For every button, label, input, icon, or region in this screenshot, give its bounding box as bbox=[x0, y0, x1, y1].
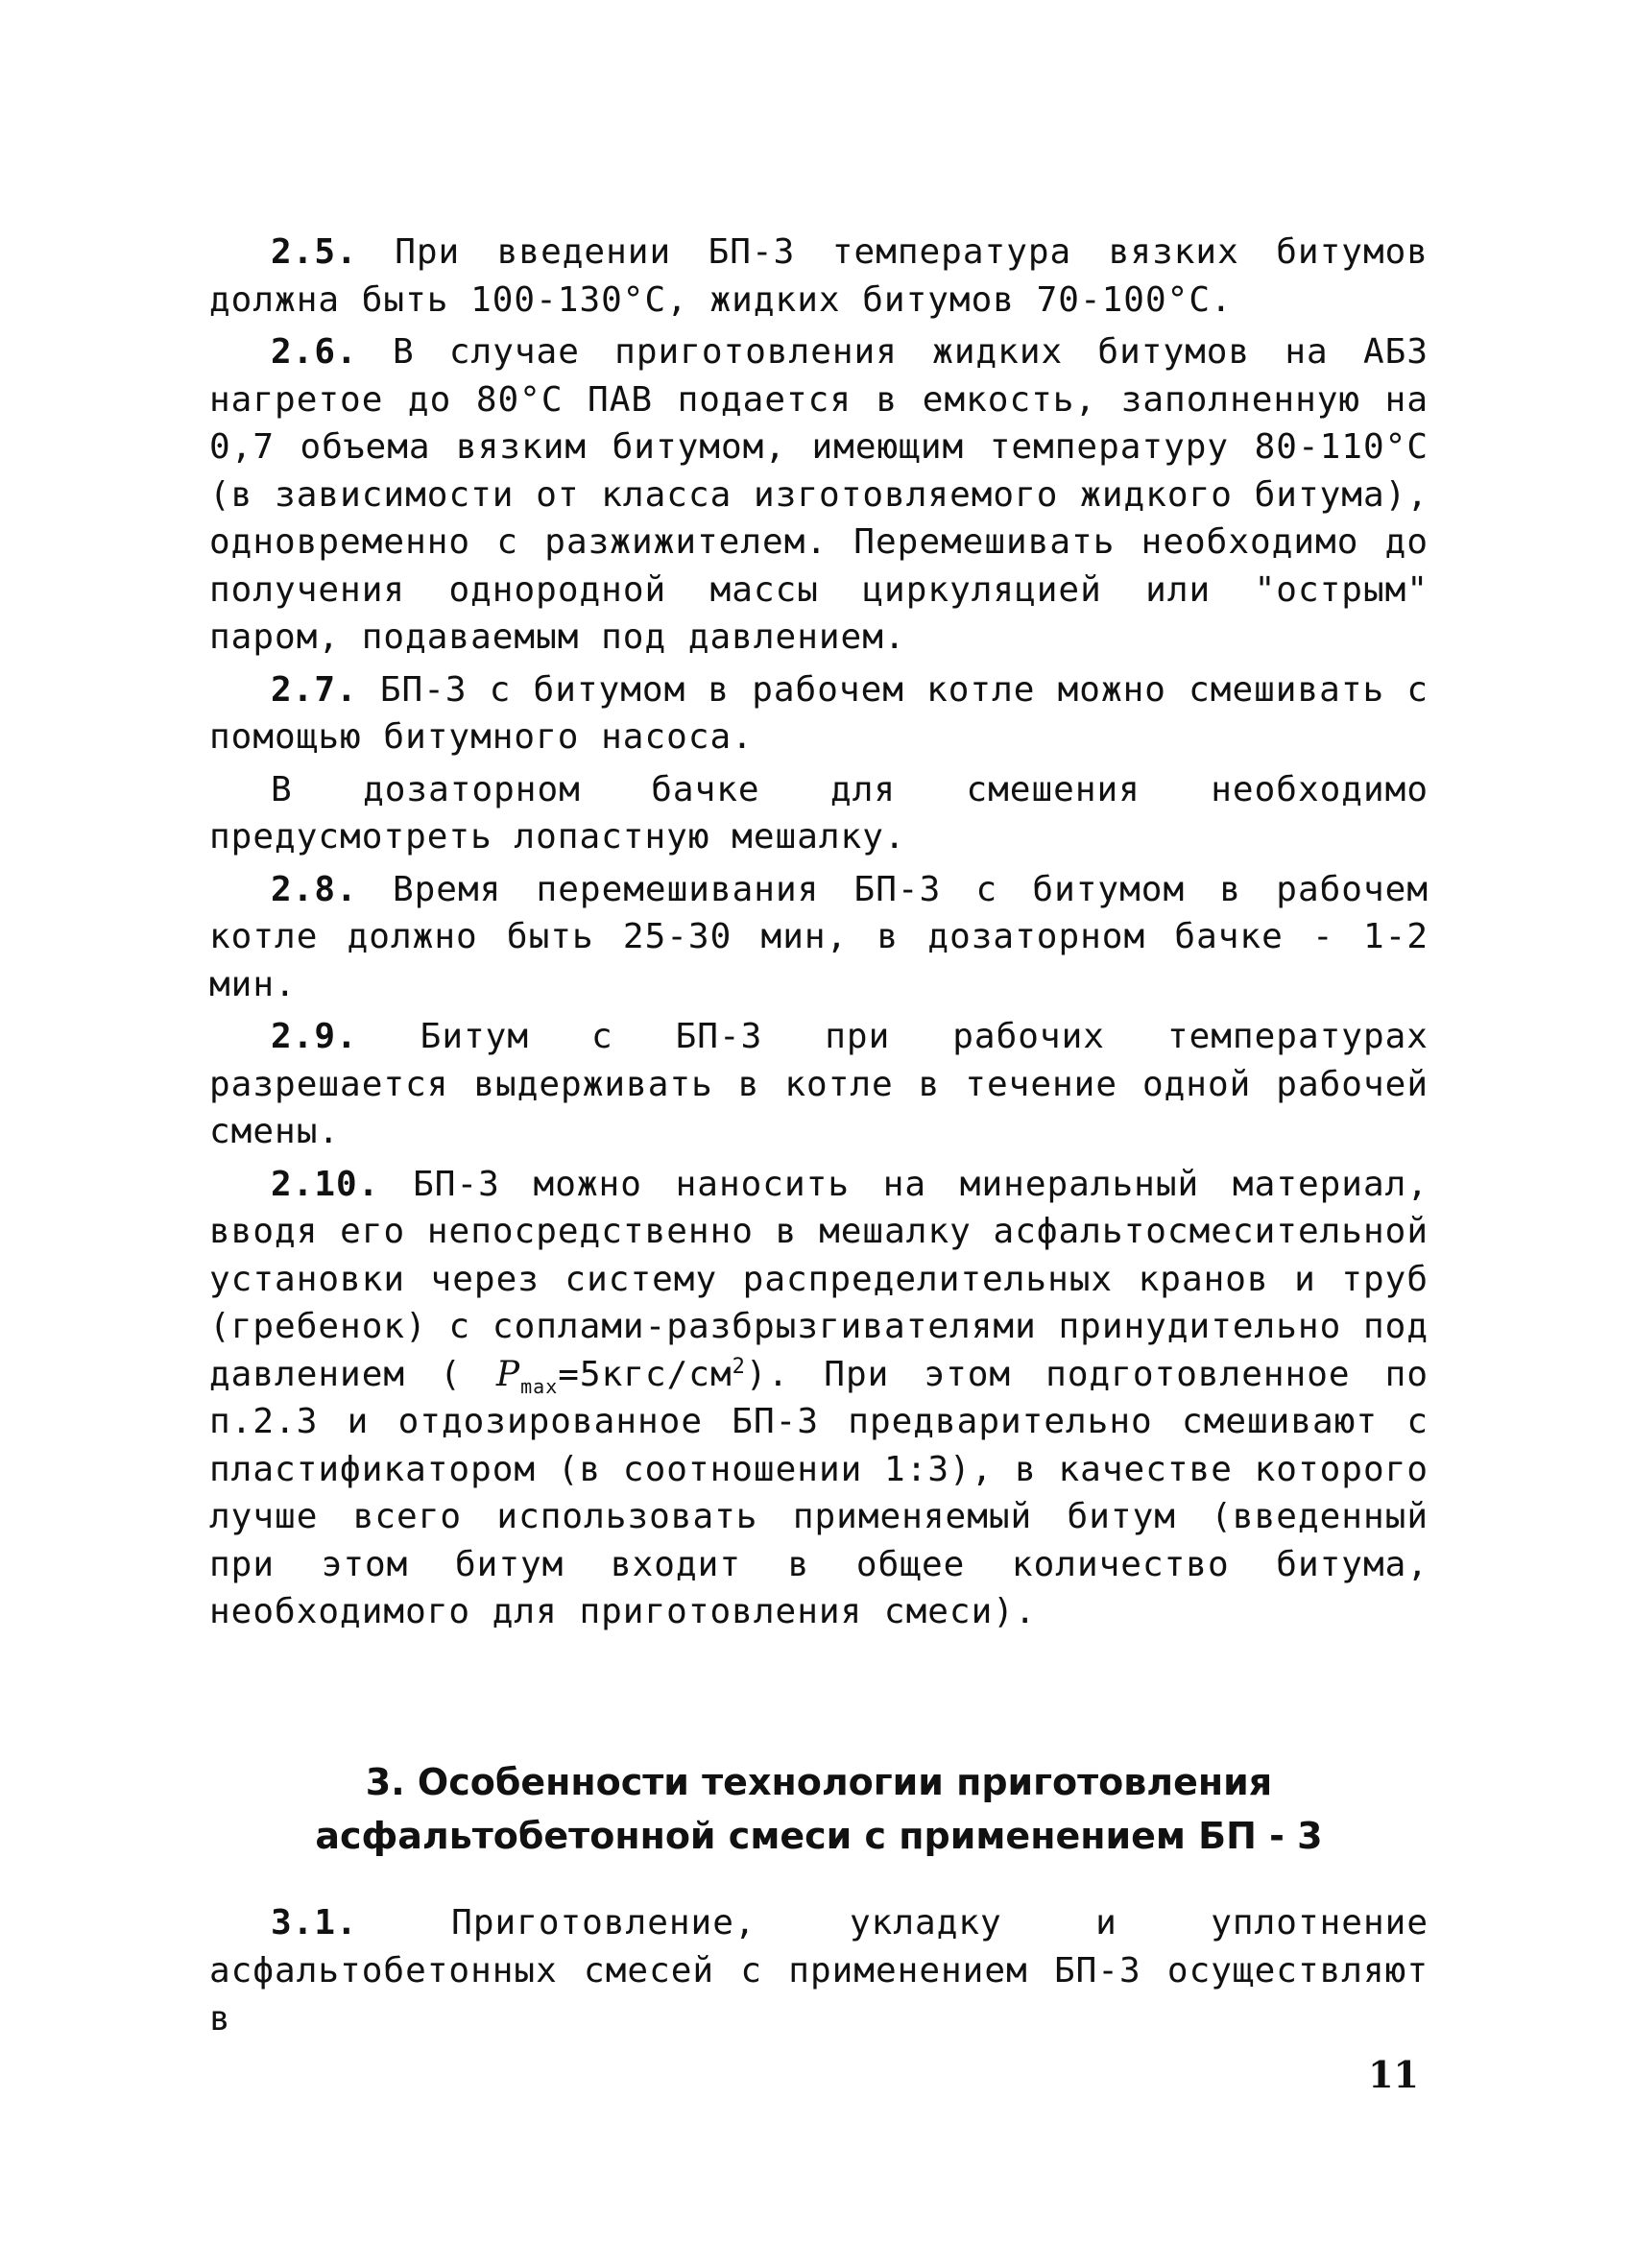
paragraph-text: Приготовление, укладку и уплотнение асфальтобетонных смесей с применением БП-3 осуществляют в bbox=[209, 1903, 1429, 2039]
paragraph-text: В случае приготовления жидких битумов на АБЗ нагретое до 80°С ПАВ подается в емкость, заполненную на 0,7 объема вязким битумом, имеющим температуру 80-110°С (в зависимости от класса изготовляемого жидкого битума), одновременно с разжижителем. Перемешивать необходимо до получения однородной массы циркуляцией или "острым" паром, подаваемым под давлением. bbox=[209, 332, 1429, 657]
paragraph-2-9 bbox=[209, 1013, 1429, 1156]
section-heading-line-2: асфальтобетонной смеси с применением БП - 3 bbox=[315, 1815, 1323, 1857]
section-body bbox=[209, 1899, 1429, 2048]
paragraph-text-after: ). При этом подготовленное по п.2.3 и отдозированное БП-3 предварительно смешивают с пластификатором (в соотношении 1:3), в качестве которого лучше всего использовать применяемый битум (введенный при этом битум входит в общее количество битума, необходимого для приготовления смеси). bbox=[209, 1354, 1429, 1631]
pressure-value: =5кгс/см bbox=[558, 1354, 732, 1394]
paragraph-2-8 bbox=[209, 866, 1429, 1009]
paragraph-number: 2.10. bbox=[271, 1164, 380, 1204]
paragraph-3-1 bbox=[209, 1899, 1429, 2043]
paragraph-number: 2.6. bbox=[271, 332, 358, 372]
paragraph-2-7-continued bbox=[209, 766, 1429, 861]
paragraph-2-5 bbox=[209, 229, 1429, 324]
paragraph-number: 2.5. bbox=[271, 232, 358, 272]
paragraph-number: 2.8. bbox=[271, 869, 358, 909]
paragraph-number: 2.9. bbox=[271, 1017, 358, 1056]
paragraph-number: 3.1. bbox=[271, 1903, 358, 1942]
pressure-subscript: max bbox=[520, 1374, 559, 1398]
pressure-unit-superscript: 2 bbox=[732, 1354, 746, 1379]
pressure-symbol: P bbox=[495, 1354, 521, 1394]
section-heading-line-1: 3. Особенности технологии приготовления bbox=[365, 1761, 1273, 1803]
paragraph-text: Битум с БП-3 при рабочих температурах разрешается выдерживать в котле в течение одной рабочей смены. bbox=[209, 1017, 1429, 1151]
paragraph-number: 2.7. bbox=[271, 669, 358, 710]
page-number: 11 bbox=[1368, 2053, 1419, 2096]
paragraph-2-7 bbox=[209, 666, 1429, 761]
paragraph-2-10 bbox=[209, 1161, 1429, 1636]
paragraph-text-before: БП-3 можно наносить на минеральный материал, вводя его непосредственно в мешалку асфальтосмесительной установки через систему распределительных кранов и труб (гребенок) с соплами-разбрызгивателями принудительно под давлением ( bbox=[209, 1164, 1429, 1394]
paragraph-text: БП-3 с битумом в рабочем котле можно смешивать с помощью битумного насоса. bbox=[209, 669, 1429, 757]
paragraph-text: Время перемешивания БП-3 с битумом в рабочем котле должно быть 25-30 мин, в дозаторном бачке - 1-2 мин. bbox=[209, 869, 1429, 1004]
main-text bbox=[209, 229, 1429, 1641]
paragraph-text: При введении БП-3 температура вязких битумов должна быть 100-130°С, жидких битумов 70-100°С. bbox=[209, 232, 1429, 320]
paragraph-text: В дозаторном бачке для смешения необходимо предусмотреть лопастную мешалку. bbox=[209, 769, 1429, 857]
paragraph-2-6 bbox=[209, 328, 1429, 662]
section-heading bbox=[209, 1755, 1429, 1863]
